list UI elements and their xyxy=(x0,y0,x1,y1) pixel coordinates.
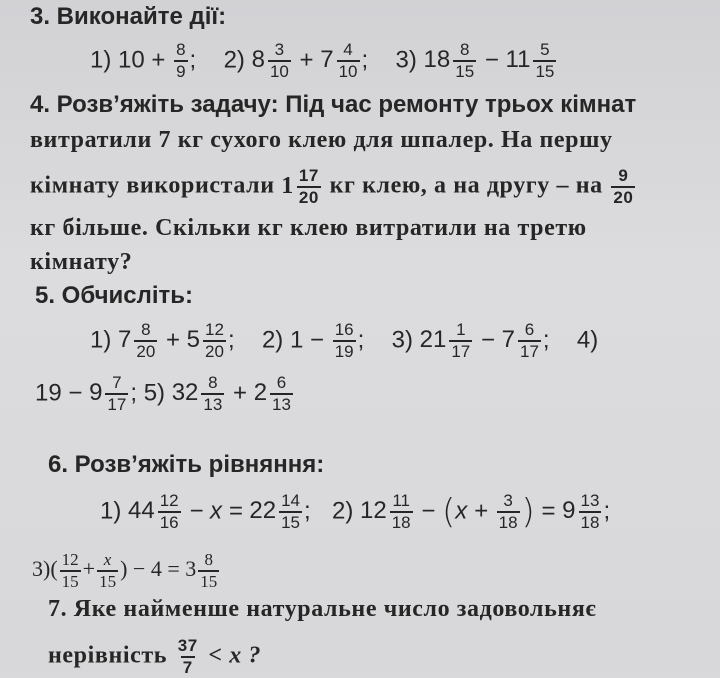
operator: − xyxy=(68,379,83,407)
fraction: $\frac{12}{16}$ xyxy=(159,491,179,532)
separator: ; xyxy=(361,46,369,74)
equation-rest: − 4 = 3 xyxy=(132,556,197,582)
operator: + xyxy=(233,379,248,407)
task3-expressions xyxy=(90,40,720,82)
number: 1 xyxy=(289,326,304,354)
fraction: $\frac{16}{19}$ xyxy=(334,320,354,361)
operator: − xyxy=(484,46,499,74)
ex-label: 3) xyxy=(32,556,51,582)
fraction: $\frac{13}{18}$ xyxy=(580,491,600,532)
task5-row1 xyxy=(90,320,720,362)
task6-heading: 6. Розв’яжіть рівняння: xyxy=(48,451,325,478)
fraction: $\frac{9}{20}$ xyxy=(613,166,634,207)
whole-number: 7 xyxy=(501,326,515,354)
fraction: $\frac{8}{20}$ xyxy=(136,320,156,361)
operator: + xyxy=(299,46,314,74)
ex-label: 5) xyxy=(143,379,166,407)
equation-middle: − x = xyxy=(189,497,243,525)
task5-row2 xyxy=(35,373,720,415)
whole-number: 5 xyxy=(186,326,201,354)
operator: − xyxy=(421,497,436,525)
close-paren: ) xyxy=(521,492,535,532)
task7-line2 xyxy=(48,636,720,678)
whole-number: 2 xyxy=(253,379,268,407)
fraction: $\frac{11}{18}$ xyxy=(391,491,411,532)
whole-number: 9 xyxy=(89,379,103,407)
separator: ; xyxy=(542,326,550,354)
task4-line4: кг більше. Скільки кг клею витратили на третю xyxy=(30,215,587,241)
ex-label: 1) xyxy=(90,46,112,74)
open-paren: ( xyxy=(50,556,58,582)
number: 19 xyxy=(35,379,62,407)
ex-label: 2) xyxy=(223,46,245,74)
task6-row1 xyxy=(100,491,720,533)
separator: ; xyxy=(227,326,235,354)
task7-line1: 7. Яке найменше натуральне число задовольняє xyxy=(48,596,597,622)
separator: ; xyxy=(357,326,365,354)
whole-number: 8 xyxy=(251,46,265,74)
ex-label: 1) xyxy=(90,326,112,354)
fraction: $\frac{14}{15}$ xyxy=(281,491,300,532)
task3-heading: 3. Виконайте дії: xyxy=(30,3,227,30)
fraction: $\frac{12}{15}$ xyxy=(61,550,79,591)
ex-label: 2) xyxy=(332,497,354,525)
operator: − xyxy=(310,326,325,354)
fraction: $\frac{3}{10}$ xyxy=(269,40,289,81)
text: кімнату використали xyxy=(30,172,275,199)
separator: ; xyxy=(130,379,138,407)
ex-label: 2) xyxy=(261,326,284,354)
whole-number: 7 xyxy=(320,46,334,74)
task4-line5: кімнату? xyxy=(30,249,133,275)
task6-row2 xyxy=(32,550,720,592)
fraction: $\frac{3}{18}$ xyxy=(498,491,518,532)
ex-label: 3) xyxy=(391,326,413,354)
whole-number: 21 xyxy=(419,326,447,354)
fraction: $\frac{5}{15}$ xyxy=(535,40,555,81)
whole-number: 22 xyxy=(249,497,277,525)
operator: + xyxy=(151,46,166,74)
fraction: $\frac{37}{7}$ xyxy=(177,636,198,677)
whole-number: 12 xyxy=(360,497,387,525)
fraction: $\frac{8}{15}$ xyxy=(455,40,475,81)
text: нерівність xyxy=(48,642,168,669)
number: 10 xyxy=(118,46,145,74)
fraction: $\frac{4}{10}$ xyxy=(338,40,358,81)
inequality: < x ? xyxy=(208,642,262,669)
ex-label: 3) xyxy=(395,46,417,74)
fraction: $\frac{8}{15}$ xyxy=(200,550,218,591)
task4-line3 xyxy=(30,166,720,208)
fraction: $\frac{1}{17}$ xyxy=(451,320,471,361)
ex-label: 1) xyxy=(100,497,122,525)
whole-number: 11 xyxy=(505,46,531,74)
whole-number: 18 xyxy=(423,46,451,74)
fraction: $\frac{6}{17}$ xyxy=(519,320,539,361)
whole-number: 9 xyxy=(562,497,576,525)
task4-line2: витратили 7 кг сухого клею для шпалер. На першу xyxy=(30,127,613,153)
whole-number: 32 xyxy=(171,379,199,407)
fraction: $\frac{17}{20}$ xyxy=(298,166,319,207)
separator: ; xyxy=(189,46,197,74)
ex-label: 4) xyxy=(576,326,599,354)
fraction: $\frac{8}{13}$ xyxy=(203,373,223,414)
fraction: $\frac{12}{20}$ xyxy=(205,320,224,361)
operator: + xyxy=(165,326,180,354)
text: кг клею, а на другу – на xyxy=(329,172,603,199)
operator: − xyxy=(480,326,495,354)
fraction: $\frac{x}{15}$ xyxy=(99,550,117,591)
separator: ; xyxy=(303,497,311,525)
whole-number: 1 xyxy=(281,172,294,199)
variable: x + xyxy=(455,497,488,525)
task5-heading: 5. Обчисліть: xyxy=(35,282,194,309)
close-paren: ) xyxy=(120,556,128,582)
separator: ; xyxy=(603,497,611,525)
whole-number: 7 xyxy=(118,326,132,354)
equals: = xyxy=(541,497,556,525)
task4-line1: 4. Розв’яжіть задачу: Під час ремонту трьох кімнат xyxy=(30,91,637,118)
fraction: $\frac{6}{13}$ xyxy=(272,373,291,414)
open-paren: ( xyxy=(442,492,456,532)
operator: + xyxy=(82,556,96,582)
whole-number: 44 xyxy=(128,497,155,525)
fraction: $\frac{7}{17}$ xyxy=(107,373,127,414)
fraction: $\frac{8}{9}$ xyxy=(176,40,186,81)
